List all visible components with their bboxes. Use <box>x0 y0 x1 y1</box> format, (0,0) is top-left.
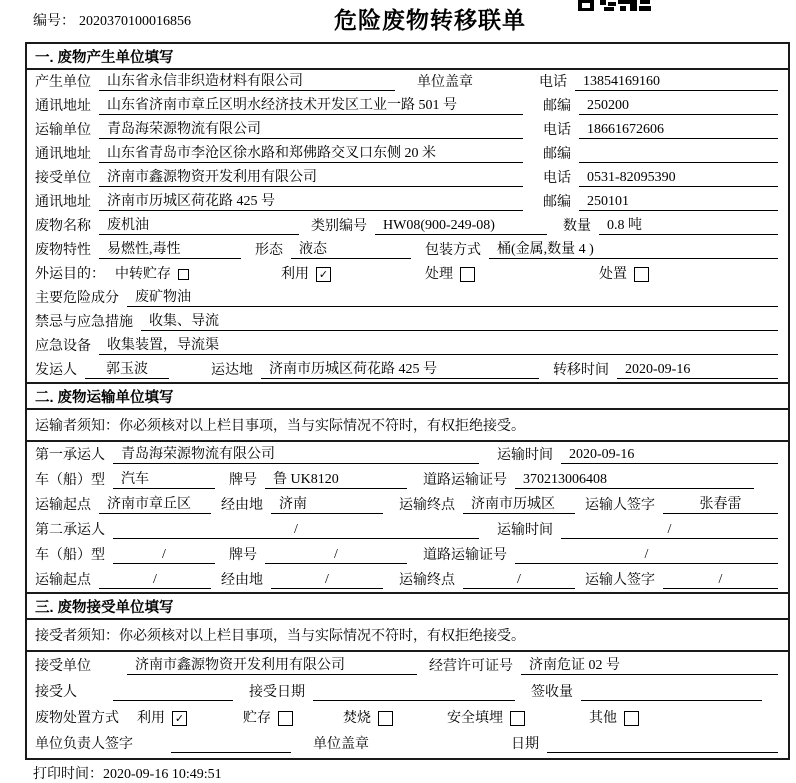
purpose-treat-checkbox <box>460 267 475 282</box>
signed-quantity-label: 签收量 <box>531 685 573 700</box>
row-producer-unit <box>27 70 788 94</box>
road-permit2-label: 道路运输证号 <box>423 548 507 563</box>
route2-origin-label: 运输起点 <box>35 573 91 588</box>
row-responsible-signature <box>27 730 788 756</box>
transport-unit-label: 运输单位 <box>35 123 91 138</box>
vehicle-type2-label: 车（船）型 <box>35 548 105 563</box>
route1-via-value: 济南 <box>271 496 383 514</box>
transport-address-value: 山东省青岛市李沧区徐水路和郑佛路交叉口东侧 20 米 <box>99 145 523 163</box>
purpose-utilize-checkbox: ✓ <box>316 267 331 282</box>
contraindication-value: 收集、导流 <box>141 313 778 331</box>
row-emergency-equipment <box>27 334 788 358</box>
second-carrier-label: 第二承运人 <box>35 523 105 538</box>
consignor-value: 郭玉波 <box>85 361 169 379</box>
disposal-incinerate-checkbox <box>378 711 393 726</box>
transport-zip-value <box>579 162 778 163</box>
disposal-other <box>589 710 639 727</box>
row-acceptor <box>27 678 788 704</box>
row-receiver-unit <box>27 166 788 190</box>
row-contraindication <box>27 310 788 334</box>
route2-end-label: 运输终点 <box>399 573 455 588</box>
acceptor-label: 接受人 <box>35 685 77 700</box>
disposal-incinerate-label: 焚烧 <box>343 711 371 726</box>
vehicle-type1-label: 车（船）型 <box>35 473 105 488</box>
disposal-landfill-checkbox <box>510 711 525 726</box>
accept-date-value <box>313 700 515 701</box>
row-receiver-address <box>27 190 788 214</box>
accepting-unit-value: 济南市鑫源物资开发利用有限公司 <box>127 657 417 675</box>
first-carrier-value: 青岛海荣源物流有限公司 <box>113 446 479 464</box>
category-code-value: HW08(900-249-08) <box>375 217 547 235</box>
document-number <box>33 10 191 30</box>
receiver-phone-value: 0531-82095390 <box>579 169 778 187</box>
document-header <box>0 0 796 42</box>
section-receiver <box>27 592 788 756</box>
transport-time1-value: 2020-09-16 <box>561 446 778 464</box>
road-permit2-value: / <box>515 546 778 564</box>
disposal-other-checkbox <box>624 711 639 726</box>
producer-unit-label: 产生单位 <box>35 75 91 90</box>
document-number-label: 编号： <box>33 14 75 29</box>
row-vehicle-type1 <box>27 467 788 492</box>
row-route2 <box>27 567 788 592</box>
transport-phone-value: 18661672606 <box>579 121 778 139</box>
disposal-landfill <box>447 710 525 727</box>
receiver-address-label: 通讯地址 <box>35 195 91 210</box>
form-state-label: 形态 <box>255 243 283 258</box>
receiver-notice: 接受者须知：你必须核对以上栏目事项，当与实际情况不符时，有权拒绝接受。 <box>27 620 788 652</box>
disposal-utilize-checkbox: ✓ <box>172 711 187 726</box>
receiver-zip-value: 250101 <box>579 193 778 211</box>
purpose-utilize-label: 利用 <box>281 267 309 282</box>
carrier1-signature-value: 张春雷 <box>663 496 778 514</box>
row-transport-unit <box>27 118 788 142</box>
transfer-purpose-label: 外运目的： <box>35 267 105 282</box>
packaging-label: 包装方式 <box>425 243 481 258</box>
packaging-value: 桶(金属,数量 4 ) <box>489 241 778 259</box>
section-receiver-title: 三. 废物接受单位填写 <box>27 594 788 620</box>
purpose-dispose-checkbox <box>634 267 649 282</box>
page-title: 危险废物转移联单 <box>334 8 526 33</box>
destination-value: 济南市历城区荷花路 425 号 <box>261 361 539 379</box>
purpose-treat-label: 处理 <box>425 267 453 282</box>
route1-origin-label: 运输起点 <box>35 498 91 513</box>
quantity-label: 数量 <box>563 219 591 234</box>
row-waste-name <box>27 214 788 238</box>
date-label: 日期 <box>511 737 539 752</box>
quantity-value: 0.8 吨 <box>599 217 778 235</box>
responsible-signature-value <box>171 752 291 753</box>
disposal-utilize-label: 利用 <box>137 711 165 726</box>
section-producer <box>27 44 788 382</box>
disposal-utilize <box>137 710 187 727</box>
route1-origin-value: 济南市章丘区 <box>99 496 211 514</box>
transport-unit-value: 青岛海荣源物流有限公司 <box>99 121 523 139</box>
vehicle-type2-value: / <box>113 546 215 564</box>
purpose-utilize <box>281 266 331 283</box>
disposal-landfill-label: 安全填埋 <box>447 711 503 726</box>
transport-time2-value: / <box>561 521 778 539</box>
producer-phone-value: 13854169160 <box>575 73 778 91</box>
category-code-label: 类别编号 <box>311 219 367 234</box>
disposal-storage-checkbox <box>278 711 293 726</box>
route2-via-label: 经由地 <box>221 573 263 588</box>
transport-phone-label: 电话 <box>543 123 571 138</box>
carrier1-signature-label: 运输人签字 <box>585 498 655 513</box>
license-number-label: 经营许可证号 <box>429 659 513 674</box>
row-accepting-unit <box>27 652 788 678</box>
license-number-value: 济南危证 02 号 <box>521 657 778 675</box>
purpose-transfer-storage <box>115 266 189 283</box>
carrier2-signature-value: / <box>663 571 778 589</box>
print-time <box>33 763 796 783</box>
receiver-zip-label: 邮编 <box>543 195 571 210</box>
waste-property-label: 废物特性 <box>35 243 91 258</box>
acceptor-value <box>113 700 233 701</box>
section-producer-title: 一. 废物产生单位填写 <box>27 44 788 70</box>
destination-label: 运达地 <box>211 363 253 378</box>
waste-name-value: 废机油 <box>99 217 299 235</box>
receiver-unit-value: 济南市鑫源物资开发利用有限公司 <box>99 169 523 187</box>
date-value <box>547 752 778 753</box>
print-time-label: 打印时间： <box>33 767 103 782</box>
disposal-storage-label: 贮存 <box>243 711 271 726</box>
receiver-unit-label: 接受单位 <box>35 171 91 186</box>
responsible-signature-label: 单位负责人签字 <box>35 737 133 752</box>
route1-end-label: 运输终点 <box>399 498 455 513</box>
disposal-storage <box>243 710 293 727</box>
purpose-transfer-storage-label: 中转贮存 <box>115 267 171 282</box>
row-hazard-component <box>27 286 788 310</box>
route2-origin-value: / <box>99 571 211 589</box>
hazard-component-label: 主要危险成分 <box>35 291 119 306</box>
transport-time1-label: 运输时间 <box>497 448 553 463</box>
row-consignor <box>27 358 788 382</box>
unit-seal2-label: 单位盖章 <box>313 737 369 752</box>
transporter-notice: 运输者须知：你必须核对以上栏目事项，当与实际情况不符时，有权拒绝接受。 <box>27 410 788 442</box>
waste-property-value: 易燃性,毒性 <box>99 241 241 259</box>
transport-time2-label: 运输时间 <box>497 523 553 538</box>
row-disposal-method <box>27 704 788 730</box>
route1-end-value: 济南市历城区 <box>463 496 575 514</box>
second-carrier-value: / <box>113 521 479 539</box>
route2-via-value: / <box>271 571 383 589</box>
plate-number1-value: 鲁 UK8120 <box>265 471 407 489</box>
waste-name-label: 废物名称 <box>35 219 91 234</box>
section-transporter <box>27 382 788 592</box>
carrier2-signature-label: 运输人签字 <box>585 573 655 588</box>
document-number-value: 2020370100016856 <box>79 14 191 29</box>
route1-via-label: 经由地 <box>221 498 263 513</box>
purpose-transfer-storage-checkbox <box>178 269 189 280</box>
emergency-equipment-value: 收集装置，导流渠 <box>99 337 778 355</box>
row-transport-address <box>27 142 788 166</box>
route2-end-value: / <box>463 571 575 589</box>
row-transfer-purpose <box>27 262 788 286</box>
row-second-carrier <box>27 517 788 542</box>
row-route1 <box>27 492 788 517</box>
form-table <box>25 42 790 760</box>
row-vehicle-type2 <box>27 542 788 567</box>
accept-date-label: 接受日期 <box>249 685 305 700</box>
producer-address-value: 山东省济南市章丘区明水经济技术开发区工业一路 501 号 <box>99 97 523 115</box>
transfer-date-label: 转移时间 <box>553 363 609 378</box>
consignor-label: 发运人 <box>35 363 77 378</box>
disposal-other-label: 其他 <box>589 711 617 726</box>
receiver-phone-label: 电话 <box>543 171 571 186</box>
producer-zip-value: 250200 <box>579 97 778 115</box>
hazard-component-value: 废矿物油 <box>127 289 778 307</box>
qr-code-fragment <box>578 0 652 11</box>
transport-address-label: 通讯地址 <box>35 147 91 162</box>
road-permit1-label: 道路运输证号 <box>423 473 507 488</box>
first-carrier-label: 第一承运人 <box>35 448 105 463</box>
road-permit1-value: 370213006408 <box>515 471 754 489</box>
plate-number2-value: / <box>265 546 407 564</box>
plate-number2-label: 牌号 <box>229 548 257 563</box>
purpose-dispose-label: 处置 <box>599 267 627 282</box>
producer-zip-label: 邮编 <box>543 99 571 114</box>
producer-address-label: 通讯地址 <box>35 99 91 114</box>
disposal-incinerate <box>343 710 393 727</box>
row-producer-address <box>27 94 788 118</box>
form-state-value: 液态 <box>291 241 411 259</box>
print-time-value: 2020-09-16 10:49:51 <box>103 767 222 782</box>
contraindication-label: 禁忌与应急措施 <box>35 315 133 330</box>
receiver-address-value: 济南市历城区荷花路 425 号 <box>99 193 523 211</box>
vehicle-type1-value: 汽车 <box>113 471 215 489</box>
row-waste-property <box>27 238 788 262</box>
transfer-date-value: 2020-09-16 <box>617 361 778 379</box>
plate-number1-label: 牌号 <box>229 473 257 488</box>
purpose-treat <box>425 266 475 283</box>
row-first-carrier <box>27 442 788 467</box>
signed-quantity-value <box>581 700 762 701</box>
disposal-method-label: 废物处置方式 <box>35 711 119 726</box>
producer-phone-label: 电话 <box>539 75 567 90</box>
producer-unit-value: 山东省永信非织造材料有限公司 <box>99 73 395 91</box>
transport-zip-label: 邮编 <box>543 147 571 162</box>
section-transporter-title: 二. 废物运输单位填写 <box>27 384 788 410</box>
unit-seal-label: 单位盖章 <box>417 75 473 90</box>
purpose-dispose <box>599 266 649 283</box>
accepting-unit-label: 接受单位 <box>35 659 91 674</box>
emergency-equipment-label: 应急设备 <box>35 339 91 354</box>
